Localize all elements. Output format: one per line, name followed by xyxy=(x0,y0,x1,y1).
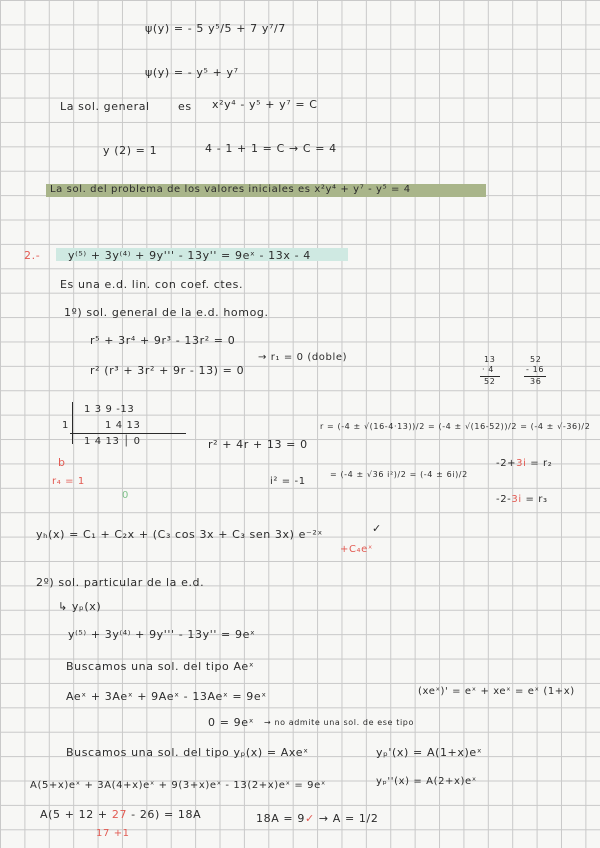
particular-solution-label: ↳ yₚ(x) xyxy=(58,600,102,613)
contradiction-note: → no admite una sol. de ese tipo xyxy=(264,718,414,727)
side-calc-2b: - 16 xyxy=(526,365,545,374)
characteristic-eq-1: r⁵ + 3r⁴ + 9r³ - 13r² = 0 xyxy=(90,334,236,347)
root-r2: -2+3i = r₂ xyxy=(496,458,553,469)
initial-condition: y (2) = 1 xyxy=(103,144,158,157)
initial-condition-calc: 4 - 1 + 1 = C → C = 4 xyxy=(205,142,337,155)
step-1-heading: 1º) sol. general de la e.d. homog. xyxy=(64,306,269,319)
ruffini-coefficients: 1 3 9 -13 xyxy=(84,404,135,415)
side-calc-2c: 36 xyxy=(530,377,542,386)
sol-general-es: es xyxy=(178,100,192,113)
step-2-heading: 2º) sol. particular de la e.d. xyxy=(36,576,205,589)
exercise-equation: y⁽⁵⁾ + 3y⁽⁴⁾ + 9y''' - 13y'' = 9eˣ - 13x - 4 xyxy=(68,249,311,262)
characteristic-eq-2: r² (r³ + 3r² + 9r - 13) = 0 xyxy=(90,364,245,377)
final-result: 18A = 9✓ → A = 1/2 xyxy=(256,812,379,825)
trial-solution-2: Buscamos una sol. del tipo yₚ(x) = Axeˣ xyxy=(66,746,309,759)
reduced-equation: y⁽⁵⁾ + 3y⁽⁴⁾ + 9y''' - 13y'' = 9eˣ xyxy=(68,628,256,641)
substitution-1: Aeˣ + 3Aeˣ + 9Aeˣ - 13Aeˣ = 9eˣ xyxy=(66,690,267,703)
first-derivative: yₚ'(x) = A(1+x)eˣ xyxy=(376,746,483,759)
derivative-identity: (xeˣ)' = eˣ + xeˣ = eˣ (1+x) xyxy=(418,686,575,697)
side-calc-1a: 13 xyxy=(484,355,496,364)
problem-solution: La sol. del problema de los valores iniciales es x²y⁴ + y⁷ - y⁵ = 4 xyxy=(50,184,411,195)
long-equation: A(5+x)eˣ + 3A(4+x)eˣ + 9(3+x)eˣ - 13(2+x)eˣ = 9eˣ xyxy=(30,780,326,791)
equation-type: Es una e.d. lin. con coef. ctes. xyxy=(60,278,244,291)
red-note-add-term: +C₄eˣ xyxy=(340,544,373,555)
sol-general-label: La sol. general xyxy=(60,100,150,113)
trial-solution-1: Buscamos una sol. del tipo Aeˣ xyxy=(66,660,255,673)
psi-expression-2: ψ(y) = - y⁵ + y⁷ xyxy=(145,66,239,79)
psi-expression-1: ψ(y) = - 5 y⁵/5 + 7 y⁷/7 xyxy=(145,22,286,35)
ruffini-root: 1 xyxy=(62,420,69,431)
red-note-r4: r₄ = 1 xyxy=(52,476,85,487)
side-calc-1c: 52 xyxy=(484,377,496,386)
double-root: → r₁ = 0 (doble) xyxy=(258,352,348,363)
sum-expression: A(5 + 12 + 27 - 26) = 18A xyxy=(40,808,202,821)
ruffini-horizontal-bar xyxy=(70,433,186,434)
green-note-zero: 0 xyxy=(122,490,129,501)
homogeneous-solution: yₕ(x) = C₁ + C₂x + (C₃ cos 3x + C₃ sen 3x) e⁻²ˣ xyxy=(36,528,323,541)
ruffini-vertical-bar xyxy=(72,402,73,444)
second-derivative: yₚ''(x) = A(2+x)eˣ xyxy=(376,776,477,787)
quadratic-formula: r = (-4 ± √(16-4·13))/2 = (-4 ± √(16-52))/2 = (-4 ± √-36)/2 xyxy=(320,422,591,431)
i-squared: i² = -1 xyxy=(270,476,306,487)
check-mark: ✓ xyxy=(372,522,382,535)
exercise-number: 2.- xyxy=(24,249,41,262)
root-r3: -2-3i = r₃ xyxy=(496,494,548,505)
red-note-b: b xyxy=(58,456,66,469)
ruffini-products: 1 4 13 xyxy=(105,420,141,431)
side-calc-1b: · 4 xyxy=(482,365,494,374)
ruffini-results: 1 4 13 │ 0 xyxy=(84,436,141,447)
sol-general-expr: x²y⁴ - y⁵ + y⁷ = C xyxy=(212,98,318,111)
contradiction-lhs: 0 = 9eˣ xyxy=(208,716,255,729)
quadratic-formula-2: = (-4 ± √36 i²)/2 = (-4 ± 6i)/2 xyxy=(330,470,468,479)
red-note-bottom: 17 +1 xyxy=(96,828,130,839)
quadratic-equation: r² + 4r + 13 = 0 xyxy=(208,438,308,451)
side-calc-2a: 52 xyxy=(530,355,542,364)
